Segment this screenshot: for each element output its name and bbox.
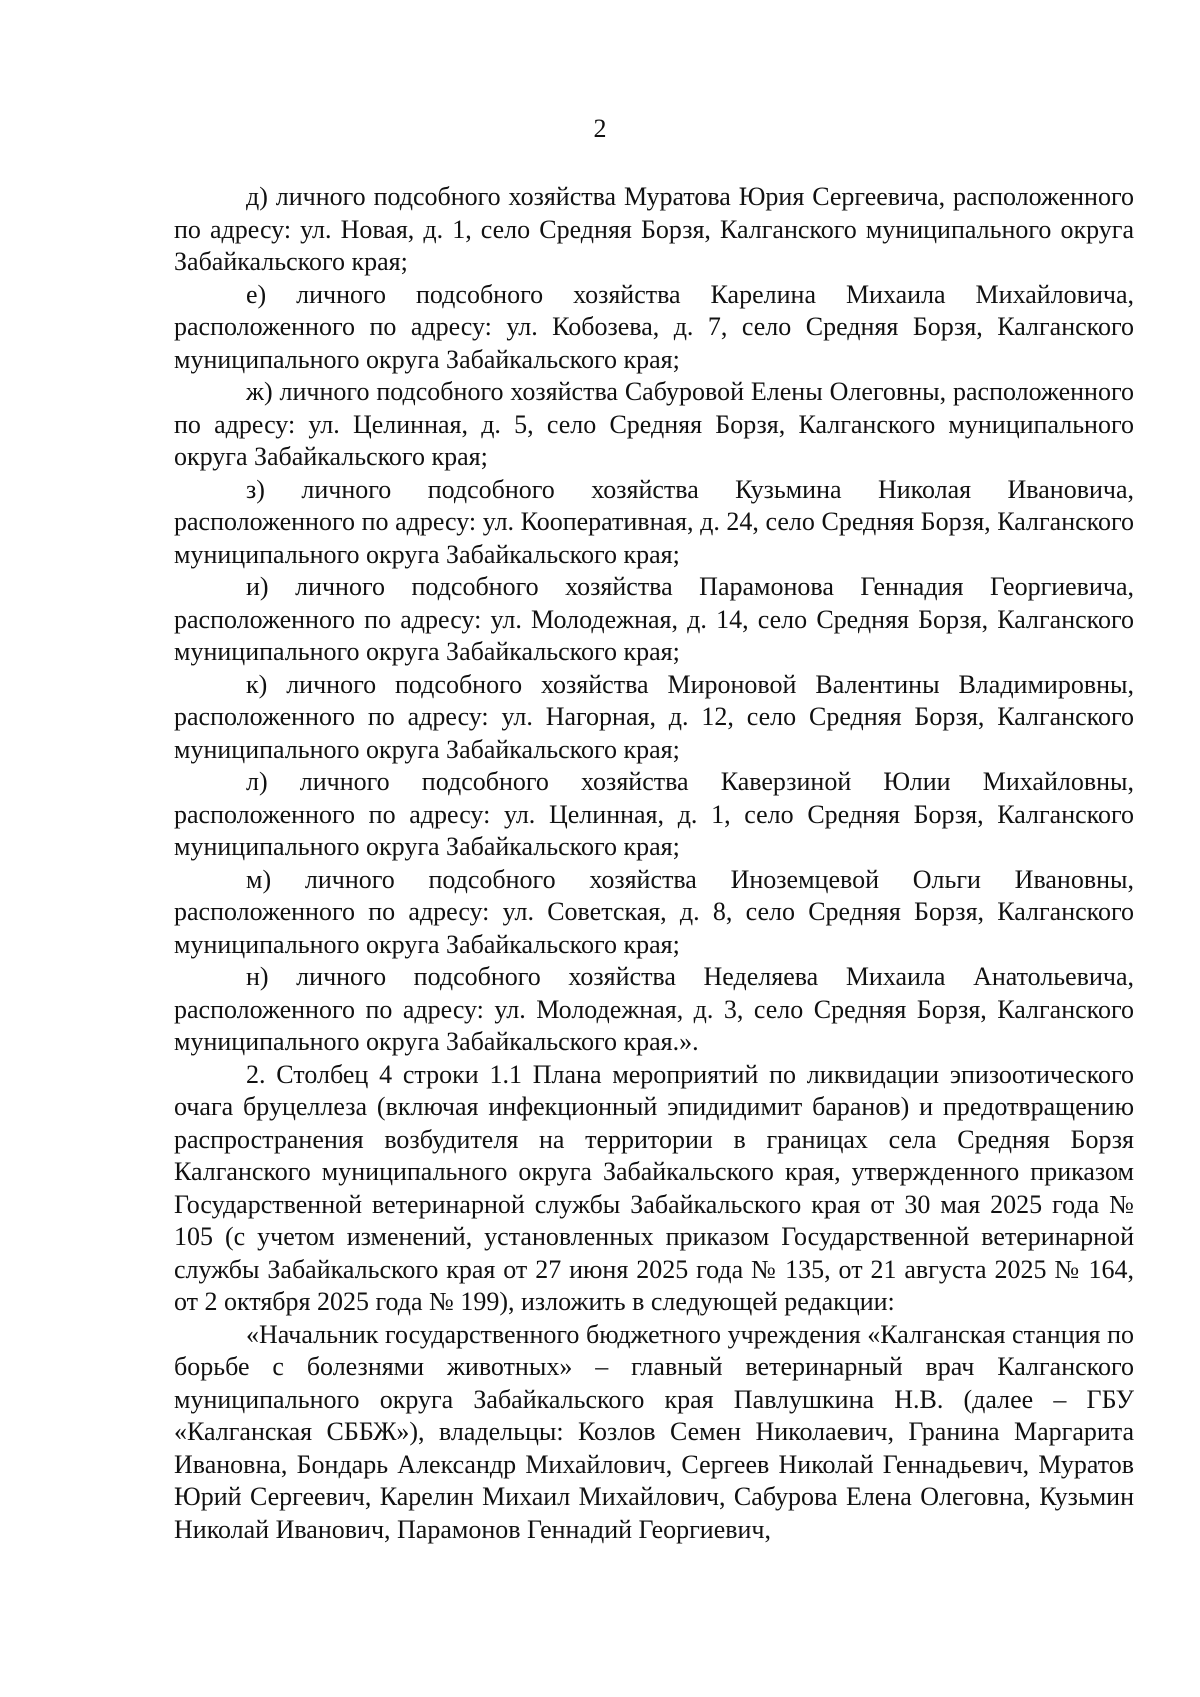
paragraph-zh: ж) личного подсобного хозяйства Сабуровой Елены Олеговны, расположенного по адресу: ул. Целинная, д. 5, село Средняя Борзя, Калганского муниципального округа Забайкальского края; <box>174 377 1134 471</box>
paragraph-new-wording: «Начальник государственного бюджетного учреждения «Калганская станция по борьбе с болезнями животных» – главный ветеринарный врач Калганского муниципального округа Забайкальского края Павлушкина Н.В. (далее – ГБУ «Калганская СББЖ»), владельцы: Козлов Семен Николаевич, Гранина Маргарита Ивановна, Бондарь Александр Михайлович, Сергеев Николай Геннадьевич, Муратов Юрий Сергеевич, Карелин Михаил Михайлович, Сабурова Елена Олеговна, Кузьмин Николай Иванович, Парамонов Геннадий Георгиевич, <box>174 1319 1134 1544</box>
paragraph-m: м) личного подсобного хозяйства Иноземцевой Ольги Ивановны, расположенного по адресу: ул. Советская, д. 8, село Средняя Борзя, Калганского муниципального округа Забайкальского края; <box>174 864 1134 959</box>
paragraph-i: и) личного подсобного хозяйства Парамонова Геннадия Георгиевича, расположенного по адресу: ул. Молодежная, д. 14, село Средняя Борзя, Калганского муниципального округа Забайкальского края; <box>174 572 1134 666</box>
paragraph-item-2: 2. Столбец 4 строки 1.1 Плана мероприятий по ликвидации эпизоотического очага бруцеллеза (включая инфекционный эпидидимит баранов) и предотвращению распространения возбудителя на территории в границах села Средняя Борзя Калганского муниципального округа Забайкальского края, утвержденного приказом Государственной ветеринарной службы Забайкальского края от 30 мая 2025 года № 105 (с учетом изменений, установленных приказом Государственной ветеринарной службы Забайкальского края от 27 июня 2025 года № 135, от 21 августа 2025 № 164, от 2 октября 2025 года № 199), изложить в следующей редакции: <box>174 1059 1134 1316</box>
paragraph-d: д) личного подсобного хозяйства Муратова Юрия Сергеевича, расположенного по адресу: ул. Новая, д. 1, село Средняя Борзя, Калганского муниципального округа Забайкальского края; <box>174 182 1134 276</box>
paragraph-e: е) личного подсобного хозяйства Карелина Михаила Михайловича, расположенного по адресу: ул. Кобозева, д. 7, село Средняя Борзя, Калганского муниципального округа Забайкальского края; <box>174 279 1134 374</box>
document-body <box>174 181 1134 1546</box>
paragraph-z: з) личного подсобного хозяйства Кузьмина Николая Ивановича, расположенного по адресу: ул. Кооперативная, д. 24, село Средняя Борзя, Калганского муниципального округа Забайкальского края; <box>174 474 1134 569</box>
paragraph-l: л) личного подсобного хозяйства Каверзиной Юлии Михайловны, расположенного по адресу: ул. Целинная, д. 1, село Средняя Борзя, Калганского муниципального округа Забайкальского края; <box>174 767 1134 861</box>
page-number: 2 <box>593 114 607 143</box>
paragraph-n: н) личного подсобного хозяйства Неделяева Михаила Анатольевича, расположенного по адресу: ул. Молодежная, д. 3, село Средняя Борзя, Калганского муниципального округа Забайкальского края.». <box>174 962 1134 1056</box>
paragraph-k: к) личного подсобного хозяйства Мироновой Валентины Владимировны, расположенного по адресу: ул. Нагорная, д. 12, село Средняя Борзя, Калганского муниципального округа Забайкальского края; <box>174 669 1134 764</box>
